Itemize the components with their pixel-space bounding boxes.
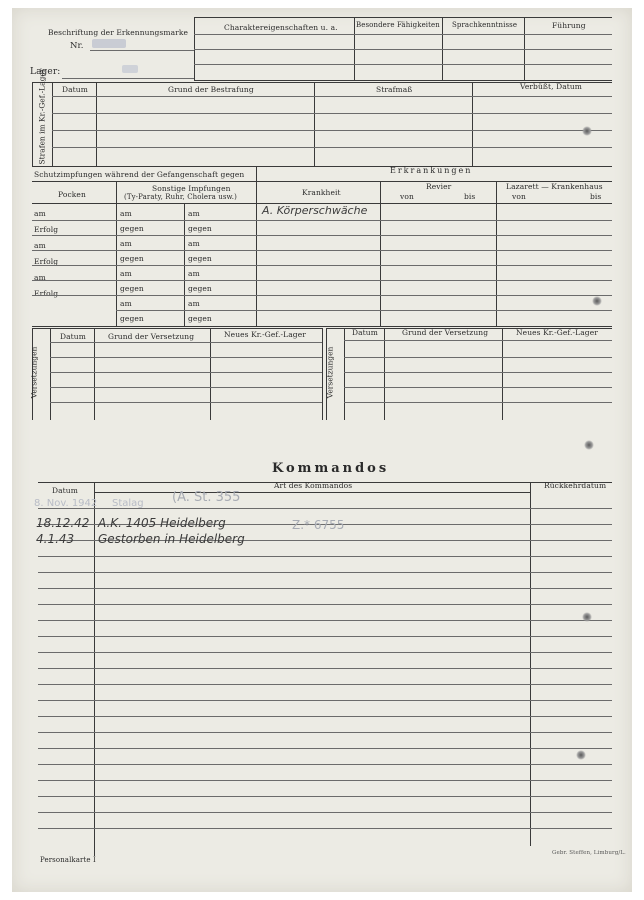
erkennungsmarke-label: Beschriftung der Erkennungsmarke [48,28,189,37]
ruled-line [38,604,612,605]
ruled-line [38,828,612,829]
ruled-line [38,700,612,701]
impf-right-row: gegen [188,284,212,293]
erkrankungen-heading: Erkrankungen [390,166,473,175]
fuehrung-label: Führung [552,21,586,30]
versetzungen-side-label-left: Versetzungen [29,346,39,399]
ruled-line [38,668,612,669]
stamp-place: Stalag [112,498,144,509]
ruled-line [38,684,612,685]
lager-faint-entry [122,65,138,73]
versetzungen-right-col-grund: Grund der Versetzung [402,328,489,337]
ruled-line [38,796,612,797]
impf-right-row: gegen [188,314,212,323]
impf-left-row: am [34,273,46,282]
nr-label: Nr. [70,41,84,51]
impf-mid-row: am [120,239,132,248]
ruled-line [38,812,612,813]
kommando-entry-art: Gestorben in Heidelberg [98,532,245,546]
impfungen-col-sonstige-sub: (Ty-Paraty, Ruhr, Cholera usw.) [124,193,237,201]
ruled-line [38,716,612,717]
impf-right-row: am [188,299,200,308]
ruled-line [38,732,612,733]
footer-form-name: Personalkarte I [40,856,96,864]
impf-mid-row: gegen [120,284,144,293]
erkrankungen-lazarett-von: von [512,192,526,201]
kommandos-col-rueckkehr: Rückkehrdatum [544,481,607,490]
kommando-entry-art: A.K. 1405 Heidelberg [98,516,226,530]
ruled-line [38,748,612,749]
annotation-2: Z.* 6755 [292,518,345,532]
impf-right-row: am [188,239,200,248]
ruled-line [38,556,612,557]
erkrankungen-col-lazarett: Lazarett — Krankenhaus [506,182,603,191]
form-sheet [12,8,632,892]
ruled-line [38,764,612,765]
erkrankungen-revier-von: von [400,192,414,201]
impf-right-row: gegen [188,254,212,263]
versetzungen-right-col-datum: Datum [352,328,378,337]
impf-left-row: Erfolg [34,289,59,298]
lager-line [62,78,194,79]
punch-hole [576,750,586,760]
impf-right-row: am [188,209,200,218]
versetzungen-left-col-grund: Grund der Versetzung [108,332,195,341]
erkrankungen-revier-bis: bis [464,192,476,201]
nr-redacted [92,39,126,48]
ruled-line [38,636,612,637]
impf-right-row: am [188,269,200,278]
strafen-side-label: Strafen im Kr.-Gef.-Lager [37,68,47,165]
charakter-label: Charaktereigenschaften u. a. [224,23,338,32]
kommando-entry-datum: 4.1.43 [36,532,75,546]
faehigkeiten-label: Besondere Fähigkeiten [356,21,440,29]
punch-hole [582,126,592,136]
punch-hole [582,612,592,622]
stamp-date: 8. Nov. 1942 [34,498,98,509]
impf-left-row: am [34,209,46,218]
versetzungen-left-col-lager: Neues Kr.-Gef.-Lager [224,330,306,339]
erkrankungen-col-revier: Revier [426,182,452,191]
sprach-label: Sprachkenntnisse [452,21,518,29]
punch-hole [592,296,602,306]
erkrankung-entry: A. Körperschwäche [262,204,368,217]
impf-mid-row: am [120,269,132,278]
ruled-line [38,780,612,781]
strafen-col-datum: Datum [62,85,88,94]
versetzungen-side-label-right: Versetzungen [325,346,335,399]
punch-hole [584,440,594,450]
ruled-line [38,652,612,653]
annotation-1: (A. St. 355 [172,490,241,505]
erkrankungen-lazarett-bis: bis [590,192,602,201]
impfungen-col-sonstige: Sonstige Impfungen [152,184,231,193]
impf-left-row: Erfolg [34,225,59,234]
impfungen-col-pocken: Pocken [58,190,86,199]
versetzungen-right-col-lager: Neues Kr.-Gef.-Lager [516,328,598,337]
nr-line [90,50,194,51]
impf-mid-row: gegen [120,224,144,233]
ruled-line [38,620,612,621]
kommandos-title: Kommandos [272,461,390,476]
strafen-col-verbuesst: Verbüßt, Datum [520,82,583,91]
impf-mid-row: gegen [120,314,144,323]
lager-label: Lager: [30,67,61,77]
impf-right-row: gegen [188,224,212,233]
ruled-line [38,588,612,589]
kommandos-col-datum: Datum [52,486,78,495]
impfungen-heading: Schutzimpfungen während der Gefangenschaft gegen [34,170,245,179]
versetzungen-left-col-datum: Datum [60,332,86,341]
impf-mid-row: am [120,299,132,308]
impf-left-row: am [34,241,46,250]
ruled-line [38,572,612,573]
strafen-col-grund: Grund der Bestrafung [168,85,254,94]
footer-printer: Gebr. Steffen, Limburg/L. [552,850,626,856]
kommando-entry-datum: 18.12.42 [36,516,90,530]
kommandos-col-art: Art des Kommandos [274,481,353,490]
strafen-col-strafmass: Strafmaß [376,85,413,94]
impf-mid-row: gegen [120,254,144,263]
impf-left-row: Erfolg [34,257,59,266]
erkrankungen-col-krankheit: Krankheit [302,188,341,197]
impf-mid-row: am [120,209,132,218]
